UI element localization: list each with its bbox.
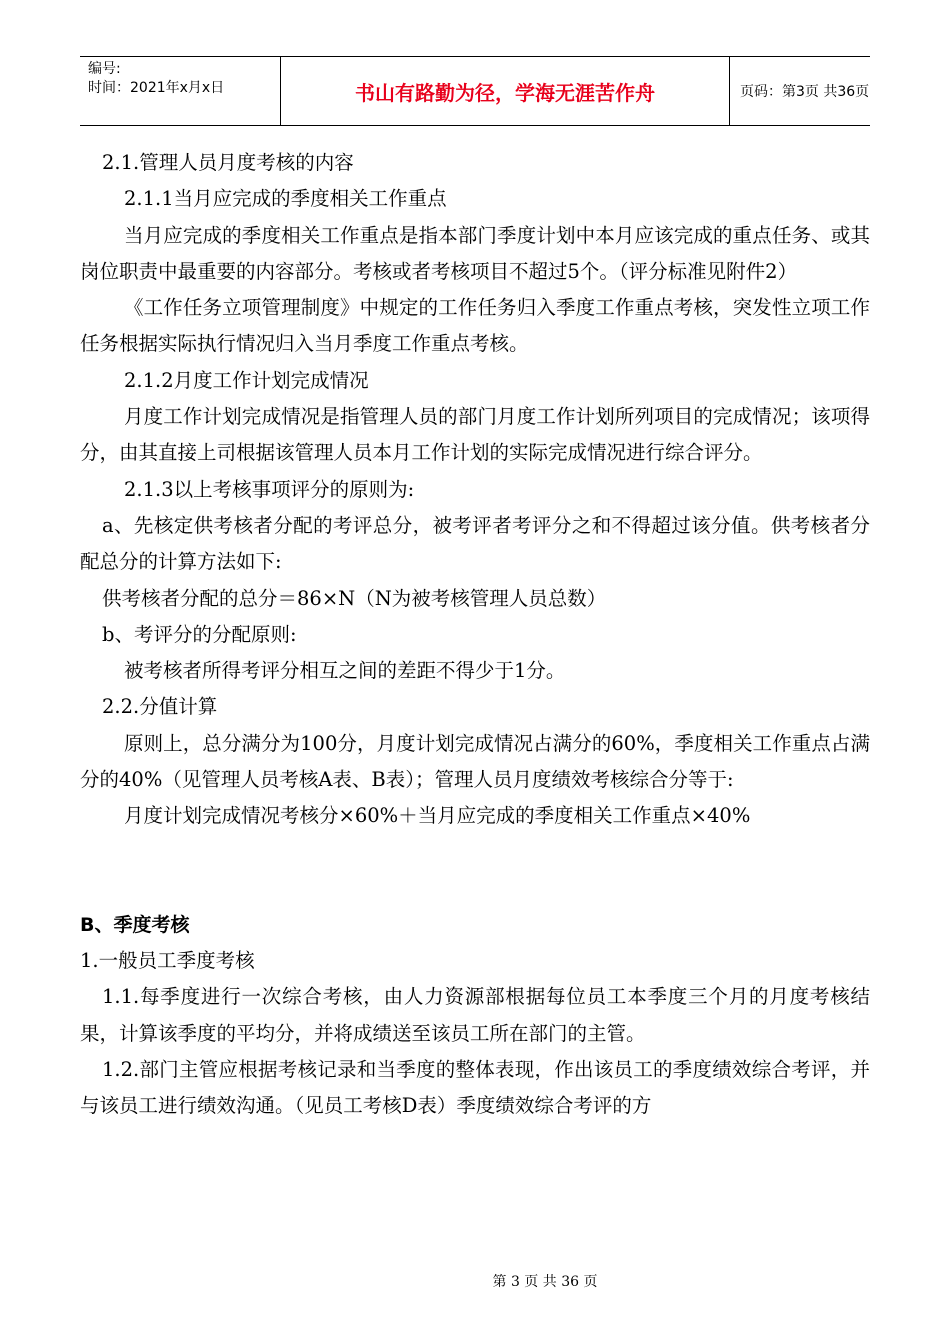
paragraph: 1.2.部门主管应根据考核记录和当季度的整体表现，作出该员工的季度绩效综合考评，并与该员工进行绩效沟通。（见员工考核D表）季度绩效综合考评的方 [80, 1057, 870, 1118]
paragraph: 原则上，总分满分为100分，月度计划完成情况占满分的60%，季度相关工作重点占满分的40%（见管理人员考核A表、B表）；管理人员月度绩效考核综合分等于: [80, 731, 870, 792]
paragraph: 当月应完成的季度相关工作重点是指本部门季度计划中本月应该完成的重点任务、或其岗位职责中最重要的内容部分。考核或者考核项目不超过5个。（评分标准见附件2） [80, 223, 870, 283]
number-label: 编号: [88, 61, 121, 77]
subsection-heading: 2.1.2月度工作计划完成情况 [124, 368, 369, 392]
footer-page-number: 第 3 页 共 36 页 [492, 1274, 598, 1290]
section-heading: 1.一般员工季度考核 [80, 948, 255, 972]
document-body [80, 145, 870, 1124]
paragraph: 被考核者所得考评分相互之间的差距不得少于1分。 [124, 659, 566, 683]
header-page-number: 页码：第3页 共36页 [740, 84, 870, 100]
formula-line: 月度计划完成情况考核分×60%＋当月应完成的季度相关工作重点×40% [124, 804, 751, 828]
page-header [80, 56, 870, 126]
paragraph: 1.1.每季度进行一次综合考核，由人力资源部根据每位员工本季度三个月的月度考核结果，计算该季度的平均分，并将成绩送至该员工所在部门的主管。 [80, 985, 870, 1045]
header-meta [80, 57, 280, 125]
spacer [80, 835, 870, 907]
page-footer [0, 1271, 950, 1291]
section-heading: 2.1.管理人员月度考核的内容 [102, 151, 354, 174]
paragraph: a、先核定供考核者分配的考评总分，被考评者考评分之和不得超过该分值。供考核者分配总分的计算方法如下: [80, 513, 870, 574]
header-motto: 书山有路勤为径，学海无涯苦作舟 [280, 57, 730, 125]
time-label: 时间：2021年x月x日 [88, 80, 225, 96]
paragraph: b、考评分的分配原则: [102, 622, 297, 646]
subsection-heading: 2.1.3以上考核事项评分的原则为: [124, 477, 415, 501]
formula-line: 供考核者分配的总分＝86×N（N为被考核管理人员总数） [102, 586, 607, 610]
chapter-heading: B、季度考核 [80, 913, 190, 936]
paragraph: 月度工作计划完成情况是指管理人员的部门月度工作计划所列项目的完成情况；该项得分，由其直接上司根据该管理人员本月工作计划的实际完成情况进行综合评分。 [80, 405, 870, 465]
subsection-heading: 2.1.1当月应完成的季度相关工作重点 [124, 187, 447, 211]
section-heading: 2.2.分值计算 [102, 695, 218, 719]
paragraph: 《工作任务立项管理制度》中规定的工作任务归入季度工作重点考核，突发性立项工作任务根据实际执行情况归入当月季度工作重点考核。 [80, 296, 870, 356]
